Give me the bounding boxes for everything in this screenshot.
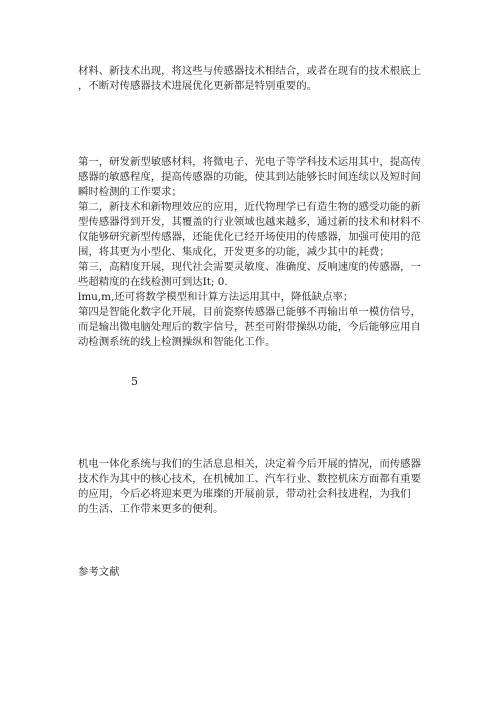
intro-paragraph	[78, 64, 424, 94]
references-heading: 参考文献	[78, 566, 120, 578]
section-number: 5	[131, 375, 138, 388]
text-line: 感器的敏感程度，提高传感器的功能，使其到达能够长时间连续以及短时间	[78, 171, 421, 183]
text-line: 的应用，今后必将迎来更为璀璨的开展前景，带动社会科技进程，为我们	[78, 488, 411, 500]
text-line: 第二，新技术和新物理效应的应用，近代物理学已有造生物的感受功能的新	[78, 201, 421, 213]
text-line: 围，将其更为小型化、集成化，开发更多的功能，减少其中的耗费；	[78, 246, 390, 258]
text-line: 些超精度的在线检测可到达It; 0.	[78, 276, 228, 288]
text-line: 的生活、工作带来更多的便利。	[78, 503, 224, 515]
text-line: 仅能够研究新型传感器，还能优化已经开场使用的传感器，加强可使用的范	[78, 231, 421, 243]
conclusion-paragraph	[78, 457, 424, 517]
text-line: 而是输出微电脑处理后的数字信号，甚至可附带操纵功能，今后能够应用自	[78, 321, 421, 333]
text-line: 材料、新技术出现，将这些与传感器技术相结合，或者在现有的技术根底上	[78, 65, 421, 77]
text-line: 技术作为其中的核心技术，在机械加工、汽车行业、数控机床方面都有重要	[78, 473, 421, 485]
text-line: 瞬时检测的工作要求；	[78, 186, 182, 198]
text-line: 第三，高精度开展，现代社会需要灵敏度、准确度、反响速度的传感器，一	[78, 261, 421, 273]
text-line: ，不断对传感器技术进展优化更新都是特别重要的。	[78, 80, 317, 92]
text-line: 型传感器得到开发，其覆盖的行业领域也越来越多，通过新的技术和材料不	[78, 216, 421, 228]
text-line: 第一，研发新型敏感材料，将微电子、光电子等学科技术运用其中，提高传	[78, 156, 421, 168]
text-line: 机电一体化系统与我们的生活息息相关，决定着今后开展的情况，而传感器	[78, 458, 421, 470]
research-directions-paragraph	[78, 155, 424, 350]
text-line: 第四是智能化数字化开展，目前瓷察传感器已能够不再输出单一模仿信号，	[78, 306, 421, 318]
text-line: lmu,m,还可将数学模型和计算方法运用其中，降低缺点率；	[78, 291, 354, 303]
text-line: 动检测系统的线上检测操纵和智能化工作。	[78, 336, 276, 348]
